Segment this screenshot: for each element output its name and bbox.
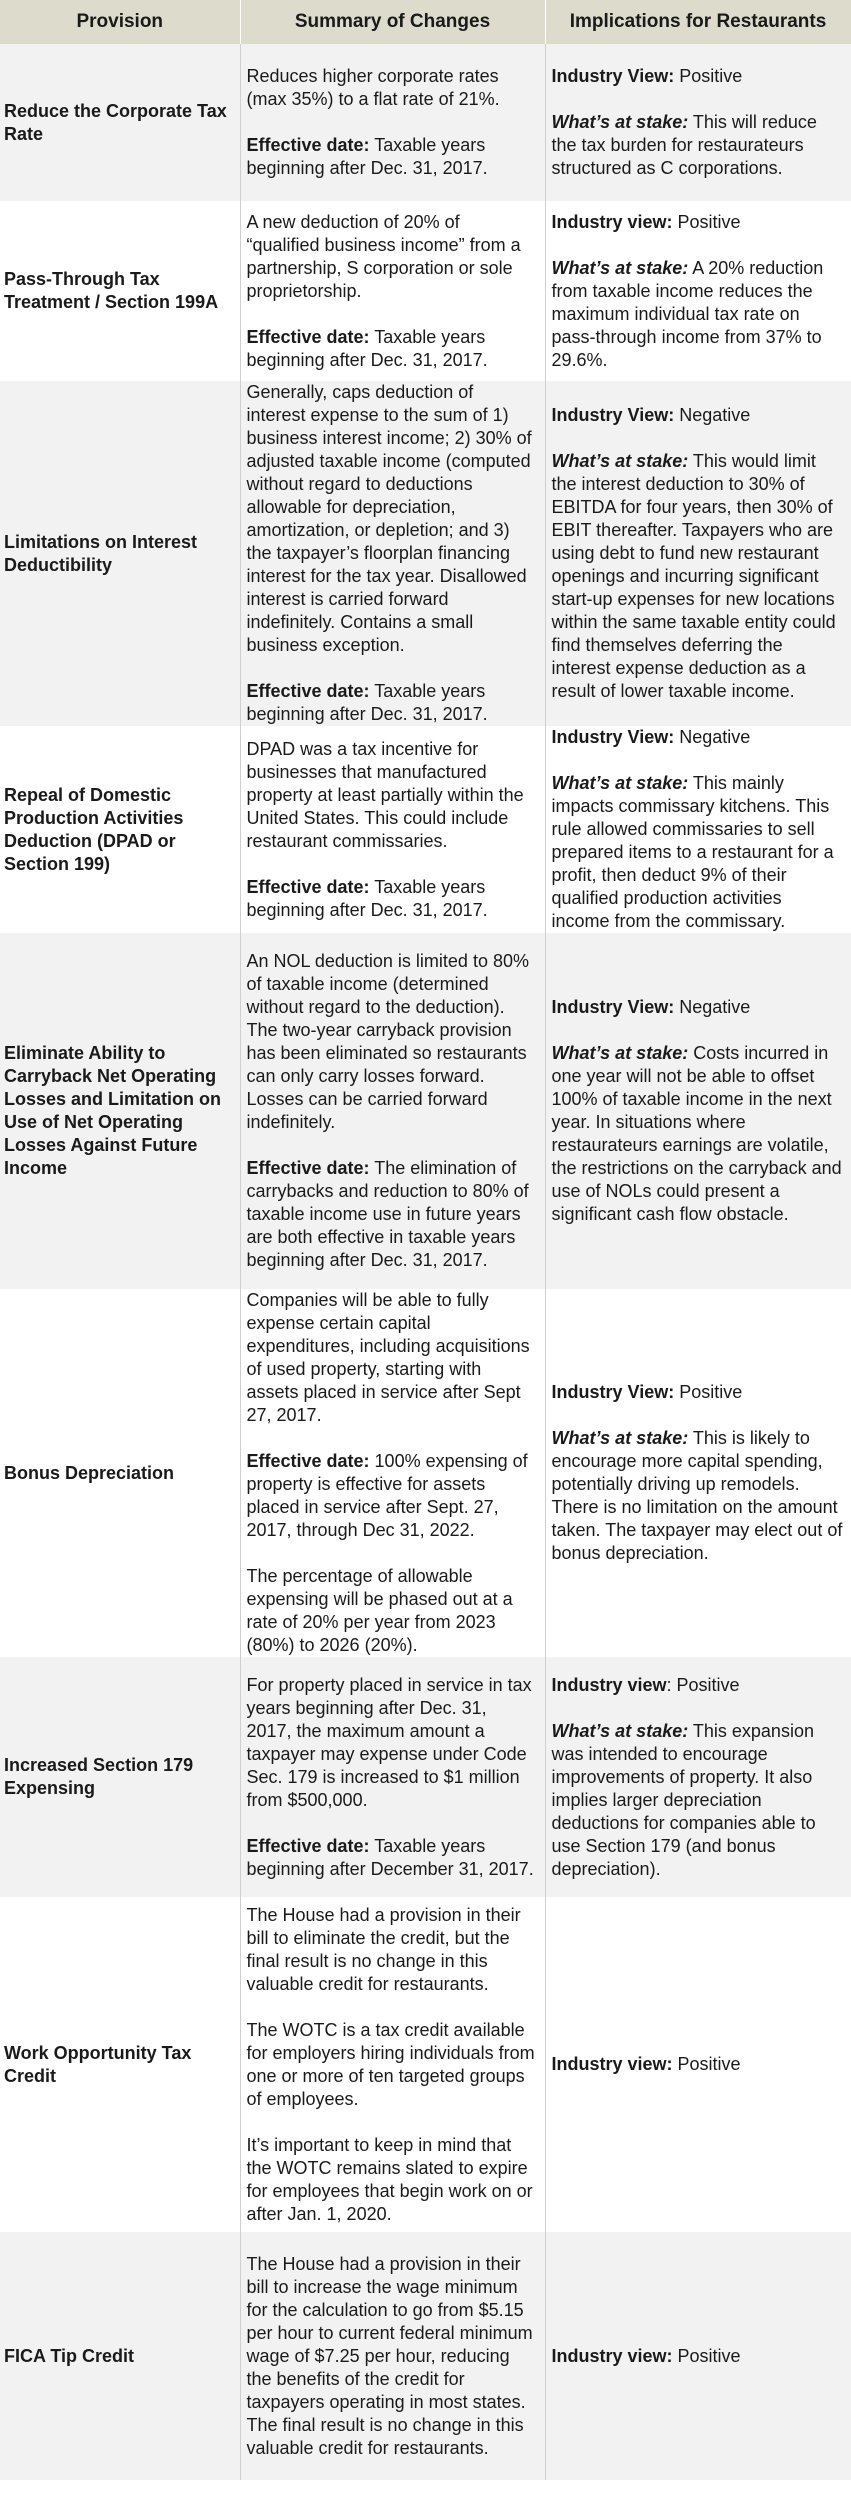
summary-text: Companies will be able to fully expense certain capital expenditures, including acquisitions of used property, starting with assets placed in service after Sept 27, 2017. xyxy=(246,1290,530,1425)
summary-text: The percentage of allowable expensing will be phased out at a rate of 20% per year from 2023 (80%) to 2026 (20%). xyxy=(246,1566,513,1655)
whats-at-stake-label: What’s at stake: xyxy=(551,451,689,471)
industry-view-value: Negative xyxy=(674,405,751,425)
summary-text: Taxable years beginning after Dec. 31, 2017. xyxy=(246,135,488,178)
summary-text: For property placed in service in tax years beginning after Dec. 31, 2017, the maximum amount a taxpayer may expense under Code Sec. 179 is increased to $1 million from $500,000. xyxy=(246,1674,532,1810)
summary-text: An NOL deduction is limited to 80% of taxable income (determined without regard to the deduction). The two-year carryback provision has been eliminated so restaurants can only carry losses forward. Losses can be carried forward indefinitely. xyxy=(246,951,529,1132)
summary-cell xyxy=(240,2232,545,2480)
summary-cell xyxy=(240,1657,545,1897)
provision-cell: Bonus Depreciation xyxy=(0,1289,240,1657)
industry-view-label: Industry View: xyxy=(551,727,675,747)
summary-cell xyxy=(240,933,545,1289)
table-row xyxy=(0,1289,851,1657)
whats-at-stake-text: This expansion was intended to encourage improvements of property. It also implies larger depreciation deductions for companies able to use Section 179 (and bonus depreciation). xyxy=(551,1720,816,1879)
summary-cell xyxy=(240,726,545,933)
provision-cell: FICA Tip Credit xyxy=(0,2232,240,2480)
implications-cell xyxy=(545,933,851,1289)
whats-at-stake xyxy=(552,111,844,180)
industry-view xyxy=(552,2053,844,2076)
summary-cell xyxy=(240,44,545,201)
summary-text: Taxable years beginning after Dec. 31, 2017. xyxy=(246,326,488,370)
industry-view-label: Industry View: xyxy=(551,66,675,86)
table-row xyxy=(0,933,851,1289)
table-row xyxy=(0,726,851,933)
industry-view xyxy=(552,1674,844,1697)
summary-paragraph xyxy=(247,1674,537,1812)
whats-at-stake-text: Costs incurred in one year will not be able to offset 100% of taxable income in the next year. In situations where restaurateurs earnings are volatile, the restrictions on the carryback and use of NOLs could present a significant cash flow obstacle. xyxy=(551,1043,842,1224)
summary-paragraph xyxy=(247,2253,537,2460)
table-body xyxy=(0,44,851,2480)
effective-date-label: Effective date: xyxy=(246,1835,370,1856)
provision-cell: Repeal of Domestic Production Activities Deduction (DPAD or Section 199) xyxy=(0,726,240,933)
industry-view-value: Positive xyxy=(672,211,741,232)
summary-paragraph xyxy=(247,876,537,922)
whats-at-stake-text: This mainly impacts commissary kitchens. This rule allowed commissaries to sell prepared items to a restaurant for a profit, then deduct 9% of their qualified production activities income from the commissary. xyxy=(551,773,834,931)
effective-date-label: Effective date: xyxy=(246,876,370,897)
provision-cell: Work Opportunity Tax Credit xyxy=(0,1897,240,2232)
summary-text: Taxable years beginning after Dec. 31, 2017. xyxy=(246,681,488,724)
summary-cell xyxy=(240,1289,545,1657)
summary-paragraph xyxy=(247,211,537,303)
summary-text: Taxable years beginning after Dec. 31, 2017. xyxy=(246,876,488,920)
table-row xyxy=(0,1897,851,2232)
industry-view xyxy=(552,65,844,88)
whats-at-stake-label: What’s at stake: xyxy=(551,1428,689,1448)
implications-cell xyxy=(545,1657,851,1897)
summary-paragraph xyxy=(247,1289,537,1427)
header-provision: Provision xyxy=(0,0,240,44)
summary-text: DPAD was a tax incentive for businesses that manufactured property at least partially within the United States. This could include restaurant commissaries. xyxy=(246,738,524,851)
whats-at-stake xyxy=(552,1042,844,1226)
industry-view-value: Positive xyxy=(672,2054,741,2074)
summary-paragraph xyxy=(247,950,537,1134)
implications-cell xyxy=(545,381,851,726)
industry-view xyxy=(552,2345,844,2368)
whats-at-stake xyxy=(552,1427,844,1565)
summary-text: 100% expensing of property is effective for assets placed in service after Sept. 27, 2017, through Dec 31, 2022. xyxy=(246,1451,528,1540)
table-row xyxy=(0,381,851,726)
summary-text: The elimination of carrybacks and reduction to 80% of taxable income use in future years are both effective in taxable years beginning after Dec. 31, 2017. xyxy=(246,1158,529,1270)
industry-view-value: Negative xyxy=(674,727,751,747)
whats-at-stake-text: This is likely to encourage more capital spending, potentially driving up remodels. There is no limitation on the amount taken. The taxpayer may elect out of bonus depreciation. xyxy=(551,1428,843,1563)
table-row xyxy=(0,44,851,201)
summary-paragraph xyxy=(247,1565,537,1657)
header-implications: Implications for Restaurants xyxy=(545,0,851,44)
industry-view-label: Industry View: xyxy=(551,405,675,425)
summary-paragraph xyxy=(247,2019,537,2111)
summary-paragraph xyxy=(247,1157,537,1272)
industry-view-label: Industry View: xyxy=(551,1382,675,1402)
industry-view xyxy=(552,1381,844,1404)
implications-cell xyxy=(545,201,851,381)
summary-text: Generally, caps deduction of interest expense to the sum of 1) business interest income; 2) 30% of adjusted taxable income (computed without regard to deductions allowable for depreciation, amortization, or depletion; and 3) the taxpayer’s floorplan financing interest for the tax year. Disallowed interest is carried forward indefinitely. Contains a small business exception. xyxy=(246,382,532,655)
summary-text: Taxable years beginning after December 31, 2017. xyxy=(246,1835,534,1879)
summary-paragraph xyxy=(247,326,537,372)
whats-at-stake-text: This would limit the interest deduction to 30% of EBITDA for four years, then 30% of EBIT thereafter. Taxpayers who are using debt to fund new restaurant openings and incurring significant start-up expenses for new locations within the same taxable entity could find themselves deferring the interest expense deduction as a result of lower taxable income. xyxy=(551,451,836,701)
industry-view xyxy=(552,404,844,427)
effective-date-label: Effective date: xyxy=(246,1451,370,1471)
whats-at-stake-label: What’s at stake: xyxy=(551,112,689,132)
industry-view xyxy=(552,726,844,749)
industry-view-label: Industry View: xyxy=(551,997,675,1017)
summary-text: The House had a provision in their bill to increase the wage minimum for the calculation to go from $5.15 per hour to current federal minimum wage of $7.25 per hour, reducing the benefits of the credit for taxpayers operating in most states. The final result is no change in this valuable credit for restaurants. xyxy=(246,2253,533,2458)
industry-view-label: Industry view xyxy=(551,1674,667,1695)
industry-view-label: Industry view: xyxy=(551,2345,673,2366)
whats-at-stake xyxy=(552,1720,844,1881)
implications-cell xyxy=(545,726,851,933)
whats-at-stake xyxy=(552,257,844,372)
summary-paragraph xyxy=(247,1450,537,1542)
summary-cell xyxy=(240,201,545,381)
effective-date-label: Effective date: xyxy=(246,681,370,701)
whats-at-stake-label: What’s at stake: xyxy=(551,1720,689,1741)
summary-paragraph xyxy=(247,738,537,853)
summary-text: A new deduction of 20% of “qualified business income” from a partnership, S corporation or sole proprietorship. xyxy=(246,211,521,301)
industry-view-value: Positive xyxy=(674,1382,743,1402)
effective-date-label: Effective date: xyxy=(246,326,370,347)
industry-view xyxy=(552,996,844,1019)
provision-cell: Increased Section 179 Expensing xyxy=(0,1657,240,1897)
whats-at-stake-text: This will reduce the tax burden for restaurateurs structured as C corporations. xyxy=(551,112,817,178)
summary-paragraph xyxy=(247,65,537,111)
header-row xyxy=(0,0,851,44)
table-row xyxy=(0,1657,851,1897)
summary-text: It’s important to keep in mind that the WOTC remains slated to expire for employees that begin work on or after Jan. 1, 2020. xyxy=(246,2134,533,2224)
implications-cell xyxy=(545,2232,851,2480)
summary-paragraph xyxy=(247,381,537,657)
summary-text: Reduces higher corporate rates (max 35%) to a flat rate of 21%. xyxy=(246,66,500,109)
summary-paragraph xyxy=(247,2134,537,2226)
whats-at-stake-label: What’s at stake: xyxy=(551,257,689,278)
implications-cell xyxy=(545,44,851,201)
whats-at-stake-text: A 20% reduction from taxable income reduces the maximum individual tax rate on pass-through income from 37% to 29.6%. xyxy=(551,257,824,370)
whats-at-stake-label: What’s at stake: xyxy=(551,1043,689,1063)
industry-view-value: : Positive xyxy=(666,1674,740,1695)
summary-paragraph xyxy=(247,134,537,180)
summary-cell xyxy=(240,1897,545,2232)
implications-cell xyxy=(545,1289,851,1657)
summary-paragraph xyxy=(247,1835,537,1881)
provision-cell: Pass-Through Tax Treatment / Section 199A xyxy=(0,201,240,381)
provision-cell: Reduce the Corporate Tax Rate xyxy=(0,44,240,201)
implications-cell xyxy=(545,1897,851,2232)
industry-view xyxy=(552,211,844,234)
table-row xyxy=(0,201,851,381)
whats-at-stake xyxy=(552,450,844,703)
effective-date-label: Effective date: xyxy=(246,1158,370,1178)
effective-date-label: Effective date: xyxy=(246,135,370,155)
provision-cell: Eliminate Ability to Carryback Net Operating Losses and Limitation on Use of Net Operating Losses Against Future Income xyxy=(0,933,240,1289)
summary-paragraph xyxy=(247,1904,537,1996)
header-summary: Summary of Changes xyxy=(240,0,545,44)
table-row xyxy=(0,2232,851,2480)
summary-text: The WOTC is a tax credit available for employers hiring individuals from one or more of ten targeted groups of employees. xyxy=(246,2019,535,2109)
provision-cell: Limitations on Interest Deductibility xyxy=(0,381,240,726)
summary-paragraph xyxy=(247,680,537,726)
summary-cell xyxy=(240,381,545,726)
industry-view-value: Negative xyxy=(674,997,751,1017)
industry-view-label: Industry view: xyxy=(551,2054,673,2074)
whats-at-stake-label: What’s at stake: xyxy=(551,773,689,793)
summary-text: The House had a provision in their bill to eliminate the credit, but the final result is no change in this valuable credit for restaurants. xyxy=(246,1904,521,1994)
whats-at-stake xyxy=(552,772,844,933)
industry-view-value: Positive xyxy=(674,66,743,86)
industry-view-value: Positive xyxy=(672,2345,741,2366)
industry-view-label: Industry view: xyxy=(551,211,673,232)
